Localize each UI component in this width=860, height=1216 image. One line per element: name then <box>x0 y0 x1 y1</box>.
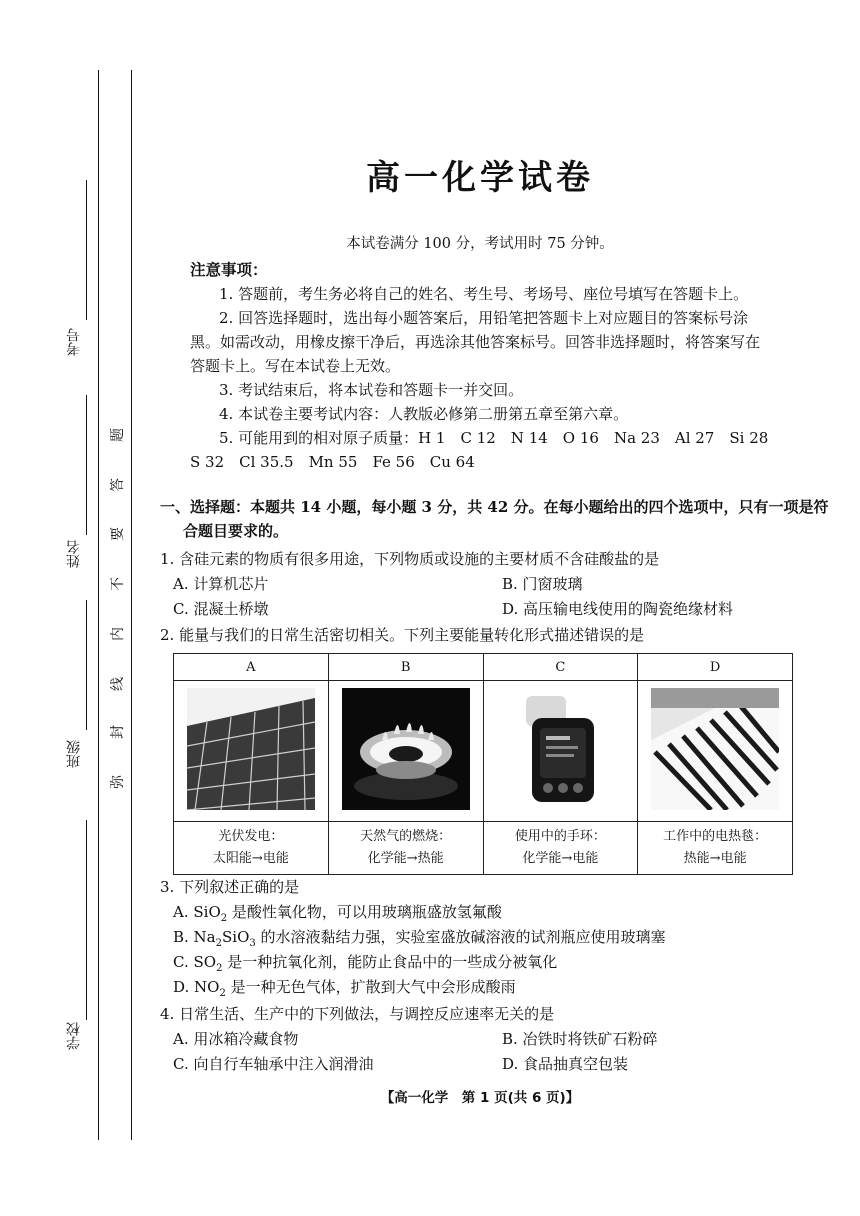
exam-info: 本试卷满分 100 分，考试用时 75 分钟。 <box>346 236 614 252</box>
school-label: 学校 <box>66 1022 82 1050</box>
margin-line-outer <box>98 70 99 1140</box>
question-4-option-b: B. 冶铁时将铁矿石粉碎 <box>502 1030 658 1048</box>
question-4-option-a: A. 用冰箱冷藏食物 <box>173 1030 299 1048</box>
option-letter: D <box>638 654 793 681</box>
smart-band-image <box>496 688 624 810</box>
option-caption: 光伏发电： 太阳能→电能 <box>174 822 329 875</box>
notice-heading: 注意事项： <box>190 261 268 279</box>
seal-char: 不 <box>110 577 126 591</box>
question-1-option-c: C. 混凝土桥墩 <box>173 600 269 618</box>
option-caption: 使用中的手环： 化学能→电能 <box>483 822 638 875</box>
seal-char: 内 <box>110 627 126 641</box>
photo-cell <box>174 681 329 822</box>
question-2-table <box>173 653 793 875</box>
photo-cell <box>638 681 793 822</box>
notice-item: 黑。如需改动，用橡皮擦干净后，再选涂其他答案标号。回答非选择题时，将答案写在 <box>190 333 761 351</box>
question-1-option-b: B. 门窗玻璃 <box>502 575 583 593</box>
margin-line-inner <box>131 70 132 1140</box>
question-3-option-a: A. SiO$_2$ 是酸性氧化物，可以用玻璃瓶盛放氢氟酸 <box>173 903 502 924</box>
question-3-option-b: B. $Na_2SiO_3$ 的水溶液黏结力强，实验室盛放碱溶液的试剂瓶应使用玻璃塞 <box>173 928 666 949</box>
notice-item: 5. 可能用到的相对原子质量：H 1 C 12 N 14 O 16 Na 23 Al 27 Si 28 <box>219 429 769 447</box>
question-3-option-c: C. $SO_2$ 是一种抗氧化剂，能防止食品中的一些成分被氧化 <box>173 953 558 974</box>
option-letter: C <box>483 654 638 681</box>
seal-char: 要 <box>110 527 126 541</box>
electric-blanket-image <box>651 688 779 810</box>
question-2-stem: 2. 能量与我们的日常生活密切相关。下列主要能量转化形式描述错误的是 <box>160 626 645 644</box>
seal-char: 题 <box>110 428 126 442</box>
name-label: 姓名 <box>66 540 82 568</box>
school-underline <box>86 820 87 1020</box>
notice-item: S 32 Cl 35.5 Mn 55 Fe 56 Cu 64 <box>190 453 475 471</box>
seal-char: 线 <box>110 677 126 691</box>
notice-item: 3. 考试结束后，将本试卷和答题卡一并交回。 <box>219 381 524 399</box>
page-footer: 【高一化学 第 1 页(共 6 页)】 <box>380 1090 580 1106</box>
seal-char: 答 <box>110 478 126 492</box>
question-1-stem: 1. 含硅元素的物质有很多用途，下列物质或设施的主要材质不含硅酸盐的是 <box>160 550 660 568</box>
photo-cell <box>483 681 638 822</box>
solar-panel-image <box>187 688 315 810</box>
option-caption: 工作中的电热毯： 热能→电能 <box>638 822 793 875</box>
notice-item: 4. 本试卷主要考试内容：人教版必修第二册第五章至第六章。 <box>219 405 629 423</box>
question-4-option-d: D. 食品抽真空包装 <box>502 1055 629 1073</box>
question-1-option-a: A. 计算机芯片 <box>173 575 269 593</box>
question-4-stem: 4. 日常生活、生产中的下列做法，与调控反应速率无关的是 <box>160 1005 555 1023</box>
question-3-stem: 3. 下列叙述正确的是 <box>160 878 300 896</box>
seal-char: 弥 <box>110 775 126 789</box>
gas-flame-image <box>342 688 470 810</box>
page-title: 高一化学试卷 <box>366 158 594 198</box>
name-underline <box>86 395 87 535</box>
class-underline <box>86 600 87 730</box>
class-label: 班级 <box>66 740 82 768</box>
question-1-option-d: D. 高压输电线使用的陶瓷绝缘材料 <box>502 600 734 618</box>
exam-no-label: 考号 <box>66 328 82 356</box>
section-heading: 一、选择题：本题共 14 小题，每小题 3 分，共 42 分。在每小题给出的四个选项中，只有一项是符 <box>160 498 829 516</box>
notice-item: 1. 答题前，考生务必将自己的姓名、考生号、考场号、座位号填写在答题卡上。 <box>219 285 749 303</box>
option-caption: 天然气的燃烧： 化学能→热能 <box>328 822 483 875</box>
photo-cell <box>328 681 483 822</box>
option-letter: B <box>328 654 483 681</box>
notice-item: 2. 回答选择题时，选出每小题答案后，用铅笔把答题卡上对应题目的答案标号涂 <box>219 309 749 327</box>
question-4-option-c: C. 向自行车轴承中注入润滑油 <box>173 1055 374 1073</box>
option-letter: A <box>174 654 329 681</box>
section-heading-cont: 合题目要求的。 <box>183 522 289 540</box>
seal-char: 封 <box>110 725 126 739</box>
question-3-option-d: D. $NO_2$ 是一种无色气体，扩散到大气中会形成酸雨 <box>173 978 516 999</box>
notice-item: 答题卡上。写在本试卷上无效。 <box>190 357 401 375</box>
